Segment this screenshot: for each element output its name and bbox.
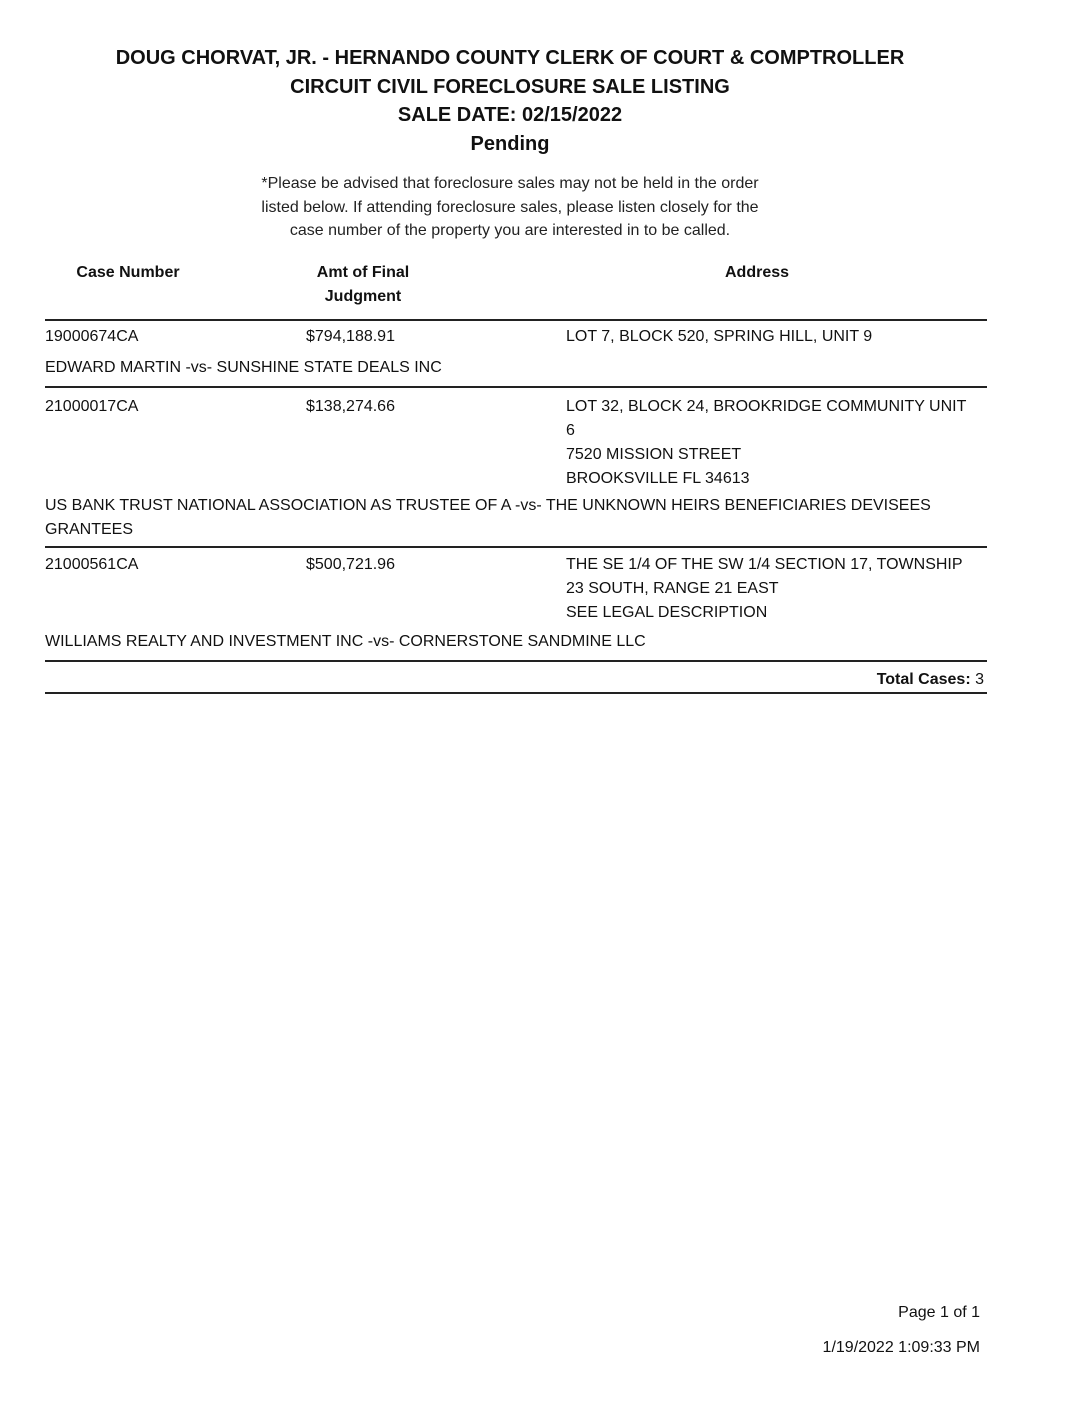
row-divider [45, 386, 987, 388]
total-cases-count: 3 [975, 671, 984, 688]
row-divider [45, 660, 987, 662]
case-number: 21000561CA [45, 556, 139, 573]
listing-title: CIRCUIT CIVIL FORECLOSURE SALE LISTING [290, 75, 730, 98]
property-address [566, 395, 986, 491]
case-number: 19000674CA [45, 328, 139, 345]
case-number: 21000017CA [45, 398, 139, 415]
judgment-amount: $794,188.91 [306, 328, 395, 345]
total-cases [877, 668, 984, 692]
parties-line: GRANTEES [45, 521, 134, 538]
parties-line: US BANK TRUST NATIONAL ASSOCIATION AS TRUSTEE OF A -vs- THE UNKNOWN HEIRS BENEFICIARIES DEVISEES [45, 497, 931, 514]
address-line: THE SE 1/4 OF THE SW 1/4 SECTION 17, TOWNSHIP [566, 556, 963, 573]
total-divider [45, 692, 987, 694]
address-line: 23 SOUTH, RANGE 21 EAST [566, 580, 779, 597]
clerk-title: DOUG CHORVAT, JR. - HERNANDO COUNTY CLERK OF COURT & COMPTROLLER [115, 47, 905, 69]
notice-line: listed below. If attending foreclosure sales, please listen closely for the [261, 198, 759, 216]
advisory-notice [210, 172, 810, 243]
page-number: Page 1 of 1 [898, 1304, 980, 1321]
report-header [0, 44, 1020, 158]
address-line: LOT 32, BLOCK 24, BROOKRIDGE COMMUNITY UNIT [566, 398, 967, 415]
row-divider [45, 546, 987, 548]
case-parties [45, 494, 987, 542]
column-header-address: Address [724, 264, 790, 281]
notice-line: case number of the property you are interested in to be called. [289, 222, 731, 239]
total-cases-label: Total Cases: [876, 671, 971, 688]
header-divider [45, 319, 987, 321]
property-address [566, 553, 986, 625]
address-line: 6 [566, 422, 575, 439]
column-header-amount [288, 261, 438, 309]
judgment-amount: $138,274.66 [306, 398, 395, 415]
case-parties: EDWARD MARTIN -vs- SUNSHINE STATE DEALS INC [45, 359, 442, 376]
property-address [566, 325, 986, 349]
case-parties: WILLIAMS REALTY AND INVESTMENT INC -vs- CORNERSTONE SANDMINE LLC [45, 633, 646, 650]
column-header-case-number: Case Number [76, 264, 180, 281]
column-header-amount-line1: Amt of Final [316, 264, 410, 281]
print-timestamp: 1/19/2022 1:09:33 PM [822, 1339, 980, 1356]
column-header-amount-line2: Judgment [324, 288, 402, 305]
judgment-amount: $500,721.96 [306, 556, 395, 573]
address-line: 7520 MISSION STREET [566, 446, 742, 463]
sale-date: SALE DATE: 02/15/2022 [397, 104, 623, 126]
status-label: Pending [470, 132, 550, 155]
address-line: SEE LEGAL DESCRIPTION [566, 604, 768, 621]
address-line: LOT 7, BLOCK 520, SPRING HILL, UNIT 9 [566, 328, 873, 345]
address-line: BROOKSVILLE FL 34613 [566, 470, 750, 487]
notice-line: *Please be advised that foreclosure sales may not be held in the order [261, 175, 759, 192]
